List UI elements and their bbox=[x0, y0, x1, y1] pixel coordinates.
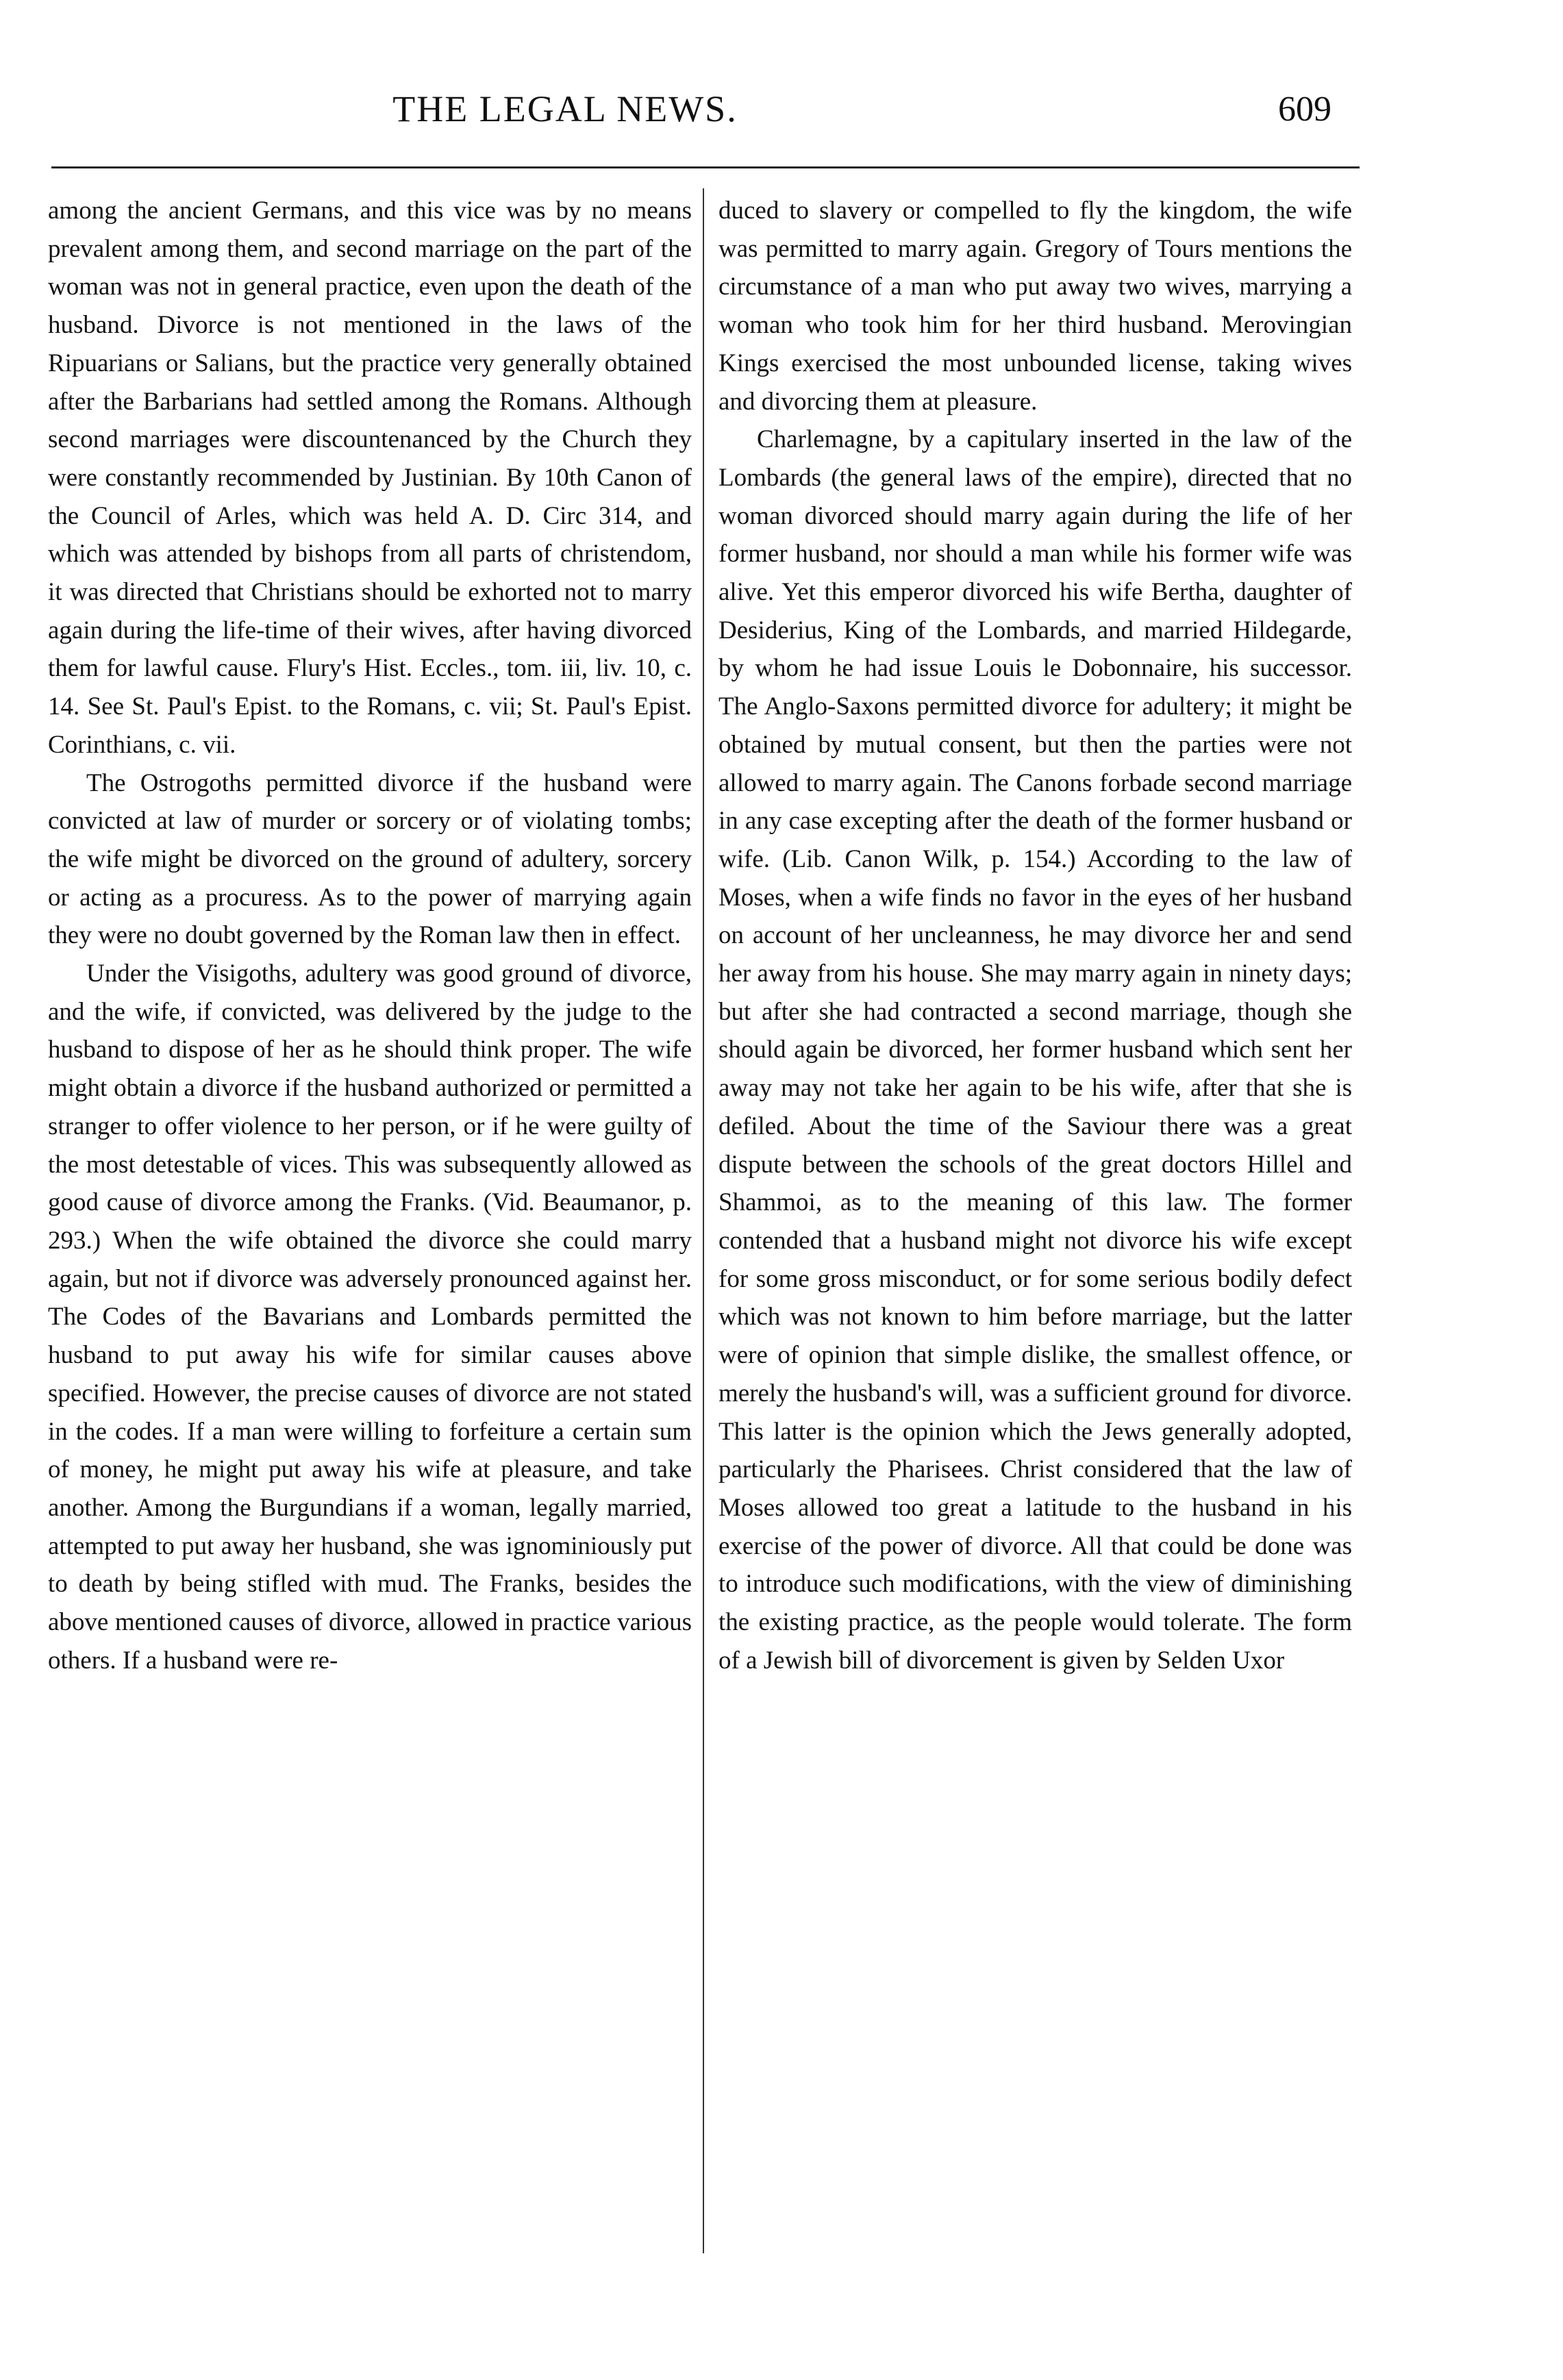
running-title: THE LEGAL NEWS. bbox=[392, 88, 738, 129]
column-divider bbox=[703, 188, 704, 2253]
left-column bbox=[48, 192, 692, 1679]
paragraph: Under the Visigoths, adultery was good ground of divorce, and the wife, if convicted, was delivered by the judge to the husband to dispose of her as he should think proper. The wife might obtain a divorce if the husband authorized or permitted a stranger to offer violence to her person, or if he were guilty of the most detestable of vices. This was subsequently allowed as good cause of divorce among the Franks. (Vid. Beaumanor, p. 293.) When the wife obtained the divorce she could marry again, but not if divorce was adversely pronounced against her. The Codes of the Bavarians and Lombards permitted the husband to put away his wife for similar causes above specified. However, the precise causes of divorce are not stated in the codes. If a man were willing to forfeiture a certain sum of money, he might put away his wife at pleasure, and take another. Among the Burgundians if a woman, legally married, attempted to put away her husband, she was ignominiously put to death by being stifled with mud. The Franks, besides the above mentioned causes of divorce, allowed in practice various others. If a husband were re- bbox=[48, 960, 692, 1675]
page-number: 609 bbox=[1278, 90, 1331, 129]
paragraph: duced to slavery or compelled to fly the kingdom, the wife was permitted to marry again. Gregory of Tours mentions the circumstance of a man who put away two wives, marrying a woman who took him for her third husband. Merovingian Kings exercised the most unbounded license, taking wives and divorcing them at pleasure. bbox=[718, 197, 1352, 416]
header-rule bbox=[51, 166, 1360, 168]
paragraph: among the ancient Germans, and this vice was by no means prevalent among them, and second marriage on the part of the woman was not in general practice, even upon the death of the husband. Divorce is not mentioned in the laws of the Ripuarians or Salians, but the practice very generally obtained after the Barbarians had settled among the Romans. Although second marriages were discountenanced by the Church they were constantly recommended by Justinian. By 10th Canon of the Council of Arles, which was held A. D. Circ 314, and which was attended by bishops from all parts of christendom, it was directed that Christians should be exhorted not to marry again during the life-time of their wives, after having divorced them for lawful cause. Flury's Hist. Eccles., tom. iii, liv. 10, c. 14. See St. Paul's Epist. to the Romans, c. vii; St. Paul's Epist. Corinthians, c. vii. bbox=[48, 197, 692, 759]
paragraph: The Ostrogoths permitted divorce if the husband were convicted at law of murder or sorcery or of violating tombs; the wife might be divorced on the ground of adultery, sorcery or acting as a procuress. As to the power of marrying again they were no doubt governed by the Roman law then in effect. bbox=[48, 768, 692, 950]
paragraph: Charlemagne, by a capitulary inserted in the law of the Lombards (the general laws of the empire), directed that no woman divorced should marry again during the life of her former husband, nor should a man while his former wife was alive. Yet this emperor divorced his wife Bertha, daughter of Desiderius, King of the Lombards, and married Hildegarde, by whom he had issue Louis le Dobonnaire, his successor. The Anglo-Saxons permitted divorce for adultery; it might be obtained by mutual consent, but then the parties were not allowed to marry again. The Canons forbade second marriage in any case excepting after the death of the former husband or wife. (Lib. Canon Wilk, p. 154.) According to the law of Moses, when a wife finds no favor in the eyes of her husband on account of her uncleanness, he may divorce her and send her away from his house. She may marry again in ninety days; but after she had contracted a second marriage, though she should again be divorced, her former husband which sent her away may not take her again to be his wife, after that she is defiled. About the time of the Saviour there was a great dispute between the schools of the great doctors Hillel and Shammoi, as to the meaning of this law. The former contended that a husband might not divorce his wife except for some gross misconduct, or for some serious bodily defect which was not known to him before marriage, but the latter were of opinion that simple dislike, the smallest offence, or merely the husband's will, was a sufficient ground for divorce. This latter is the opinion which the Jews generally adopted, particularly the Pharisees. Christ considered that the law of Moses allowed too great a latitude to the husband in his exercise of the power of divorce. All that could be done was to introduce such modifications, with the view of diminishing the existing practice, as the people would tolerate. The form of a Jewish bill of divorcement is given by Selden Uxor bbox=[718, 425, 1352, 1675]
right-column bbox=[718, 192, 1352, 1679]
